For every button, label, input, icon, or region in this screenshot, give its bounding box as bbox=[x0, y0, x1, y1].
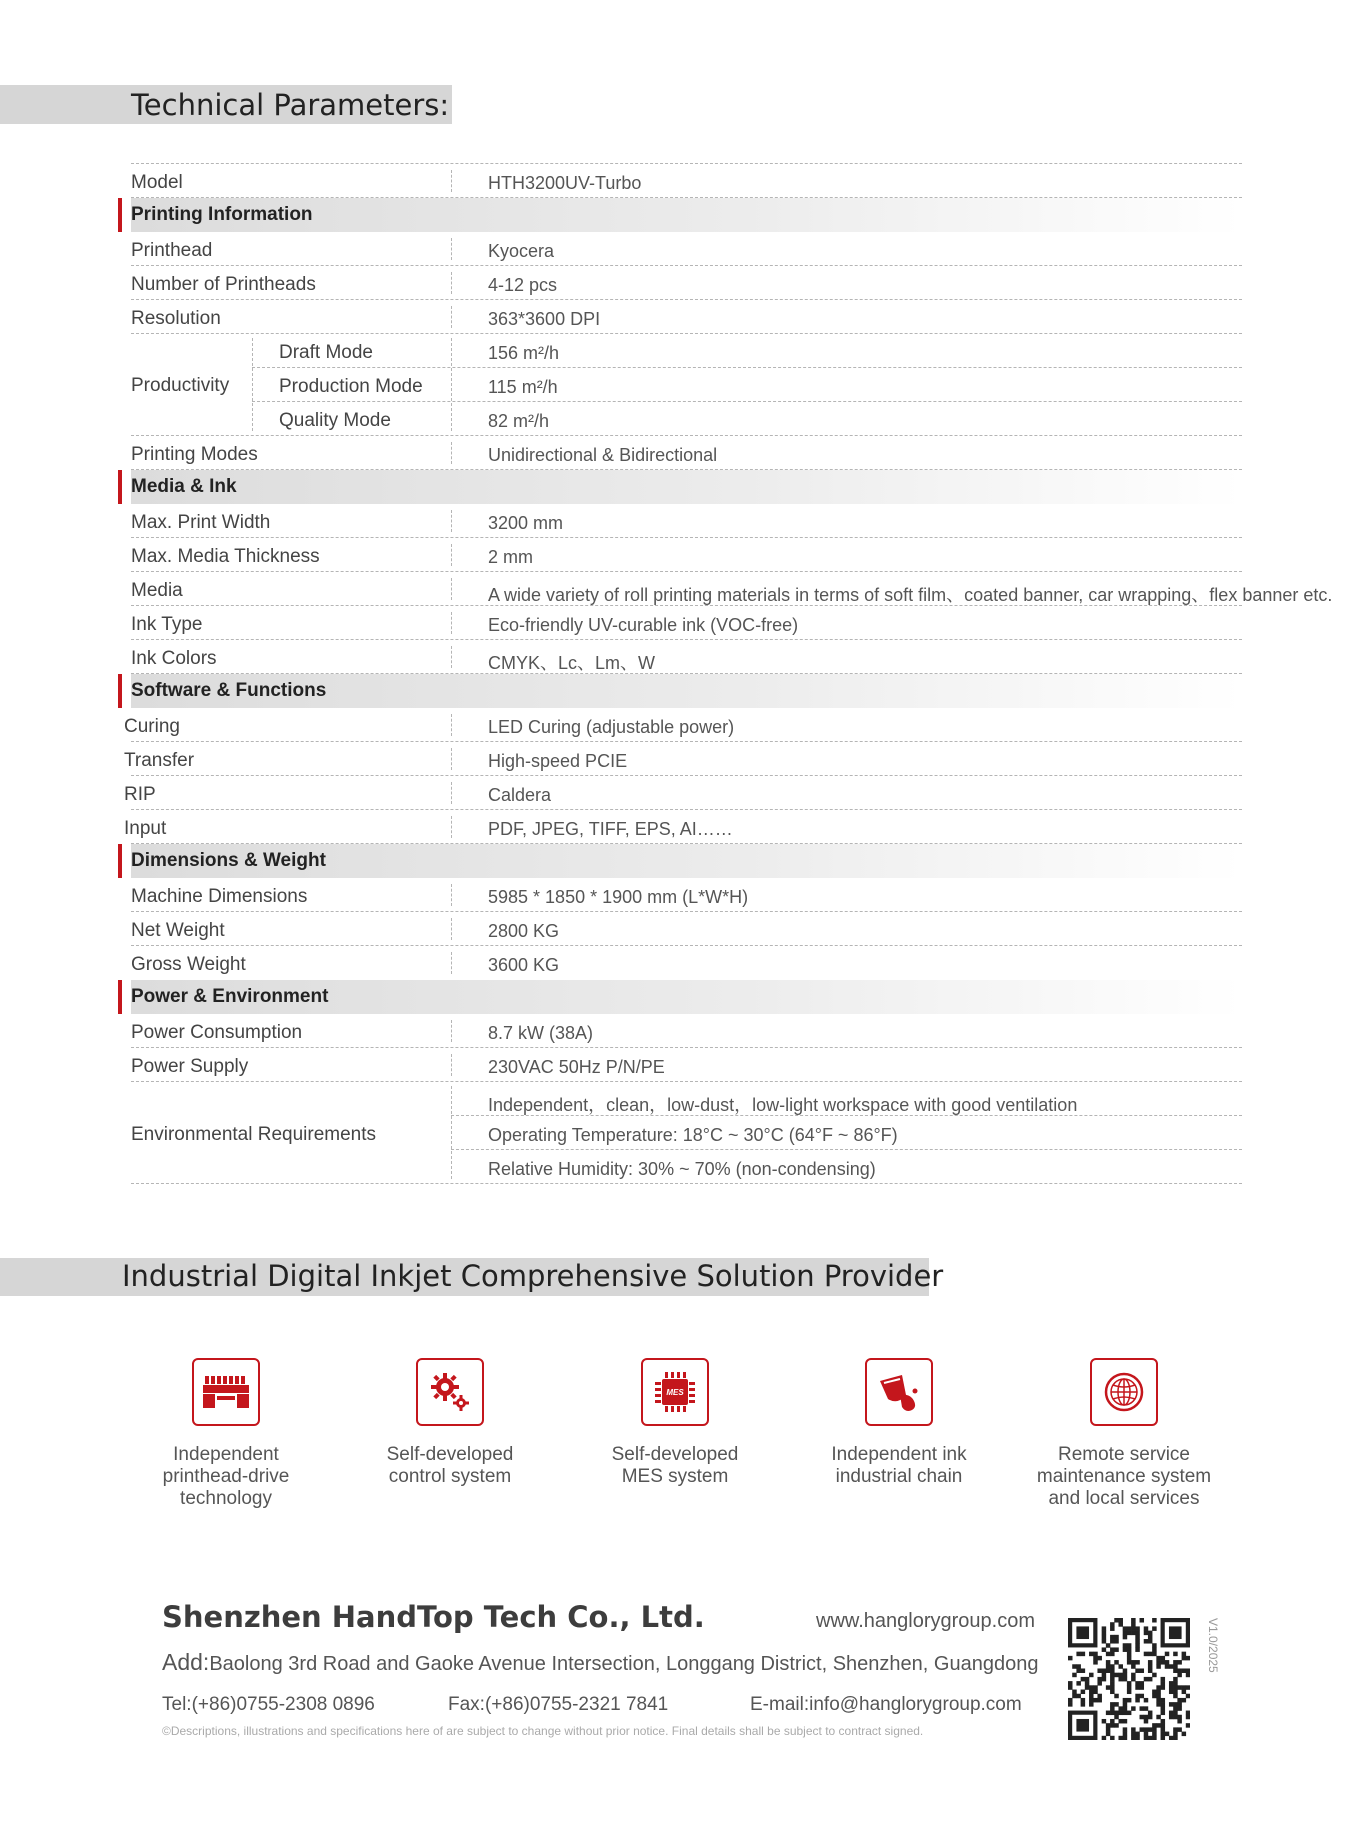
version-label: V1.0/2025 bbox=[1206, 1618, 1220, 1673]
phone: Tel:(+86)0755-2308 0896 bbox=[162, 1694, 375, 1715]
fax: Fax:(+86)0755-2321 7841 bbox=[448, 1694, 669, 1715]
category-media: Media & Ink bbox=[131, 470, 1242, 504]
table-row: Gross Weight 3600 KG bbox=[131, 954, 560, 975]
table-row: Input PDF, JPEG, TIFF, EPS, AI…… bbox=[131, 810, 1242, 844]
table-row: Net Weight 2800 KG bbox=[131, 912, 1242, 946]
sub-row: Draft Mode 156 m²/h bbox=[131, 334, 1242, 368]
disclaimer: ©Descriptions, illustrations and specifications here of are subject to change without prior notice. Final details shall be subject to contract signed. bbox=[162, 1724, 924, 1738]
category-dimensions: Dimensions & Weight bbox=[131, 844, 1242, 878]
company-name: Shenzhen HandTop Tech Co., Ltd. bbox=[162, 1600, 705, 1634]
feature-remote bbox=[1014, 1358, 1234, 1510]
row-label: Productivity bbox=[131, 375, 230, 396]
sub-row: Independent，clean，low-dust，low-light workspace with good ventilation bbox=[131, 1082, 1242, 1116]
table-row: Curing LED Curing (adjustable power) bbox=[131, 708, 1242, 742]
feature-control bbox=[340, 1358, 560, 1488]
table-row: Resolution 363*3600 DPI bbox=[131, 300, 1242, 334]
table-row: Printhead Kyocera bbox=[131, 232, 1242, 266]
category-printing: Printing Information bbox=[131, 198, 1242, 232]
table-row: Power Consumption 8.7 kW (38A) bbox=[131, 1014, 1242, 1048]
feature-label: Independent printhead-drive technology bbox=[162, 1444, 290, 1509]
category-software: Software & Functions bbox=[131, 674, 1242, 708]
table-row: Machine Dimensions 5985 * 1850 * 1900 mm (L*W*H) bbox=[131, 878, 1242, 912]
feature-printhead bbox=[116, 1358, 336, 1510]
page-title: Technical Parameters: bbox=[131, 88, 450, 122]
row-value: HTH3200UV-Turbo bbox=[488, 173, 642, 193]
ink-bucket-icon bbox=[865, 1358, 933, 1426]
table-row: Power Supply 230VAC 50Hz P/N/PE bbox=[131, 1048, 1242, 1082]
feature-label: Self-developed control system bbox=[386, 1444, 514, 1487]
email-link[interactable]: E-mail:info@hanglorygroup.com bbox=[750, 1694, 1022, 1715]
printhead-icon bbox=[192, 1358, 260, 1426]
globe-icon bbox=[1090, 1358, 1158, 1426]
table-row: Number of Printheads 4-12 pcs bbox=[131, 266, 1242, 300]
spec-table bbox=[124, 163, 1333, 1184]
productivity-group bbox=[131, 334, 1242, 436]
table-row bbox=[131, 164, 1242, 198]
table-row: Ink Colors CMYK、Lc、Lm、W bbox=[131, 640, 1242, 674]
website-link[interactable]: www.hanglorygroup.com bbox=[816, 1610, 1035, 1632]
table-row: Printing Modes Unidirectional & Bidirectional bbox=[131, 436, 1242, 470]
table-row: Media A wide variety of roll printing materials in terms of soft film、coated banner, car wrapping、flex banner etc. bbox=[131, 572, 1242, 606]
table-row: Ink Type Eco-friendly UV-curable ink (VOC-free) bbox=[131, 606, 1242, 640]
table-row: RIP Caldera bbox=[131, 776, 1242, 810]
row-label: Environmental Requirements bbox=[131, 1124, 377, 1145]
environment-group bbox=[131, 1082, 1242, 1184]
category-power: Power & Environment bbox=[131, 980, 1242, 1014]
sub-row: Quality Mode 82 m²/h bbox=[279, 410, 550, 431]
qr-code-icon bbox=[1068, 1618, 1190, 1740]
sub-row: Relative Humidity: 30% ~ 70% (non-condensing) bbox=[488, 1159, 876, 1179]
table-row: Transfer High-speed PCIE bbox=[131, 742, 1242, 776]
chip-icon bbox=[641, 1358, 709, 1426]
address: Add:Baolong 3rd Road and Gaoke Avenue Intersection, Longgang District, Shenzhen, Guangdong bbox=[162, 1649, 1039, 1675]
feature-label: Self-developed MES system bbox=[611, 1444, 739, 1487]
gears-icon bbox=[416, 1358, 484, 1426]
table-row: Max. Media Thickness 2 mm bbox=[131, 538, 1242, 572]
feature-label: Independent ink industrial chain bbox=[831, 1444, 967, 1487]
feature-ink bbox=[789, 1358, 1009, 1488]
svg-text:MES: MES bbox=[666, 1388, 684, 1397]
feature-mes bbox=[565, 1358, 785, 1488]
feature-label: Remote service maintenance system and local services bbox=[1036, 1444, 1212, 1509]
sub-row: Production Mode 115 m²/h bbox=[131, 368, 1242, 402]
row-label: Model bbox=[131, 172, 183, 193]
section-title: Industrial Digital Inkjet Comprehensive Solution Provider bbox=[122, 1259, 944, 1293]
table-row: Max. Print Width 3200 mm bbox=[131, 504, 1242, 538]
sub-row: Operating Temperature: 18°C ~ 30°C (64°F ~ 86°F) bbox=[131, 1116, 1242, 1150]
